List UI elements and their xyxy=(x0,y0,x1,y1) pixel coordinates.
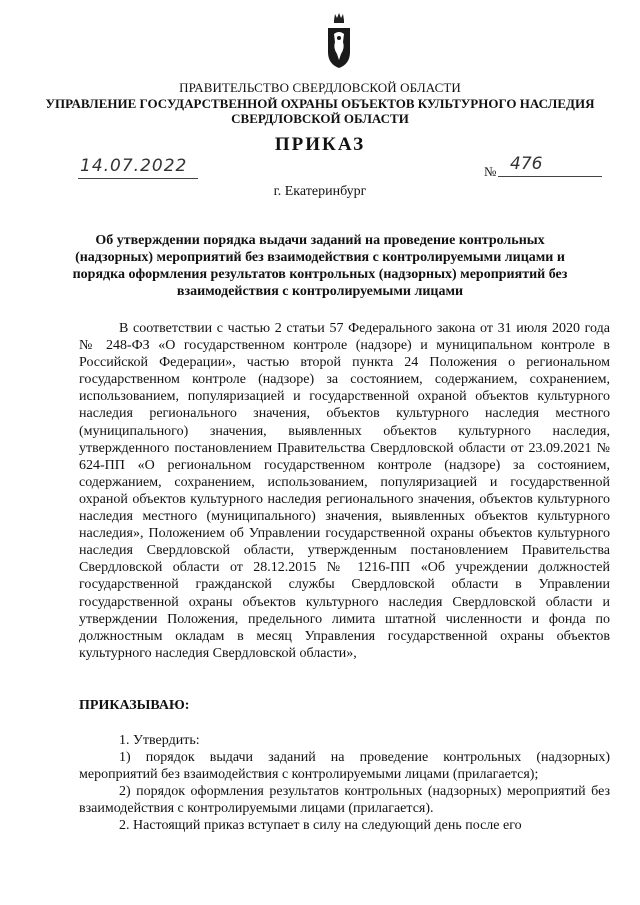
preamble-paragraph: В соответствии с частью 2 статьи 57 Федерального закона от 31 июля 2020 года № 248-ФЗ «О государственном контроле (надзоре) и муниципальном контроле в Российской Федерации», частью второй пункта 24 Положения о региональном государственном контроле (надзоре) за состоянием, содержанием, сохранением, использованием, популяризацией и государственной охраной объектов культурного наследия регионального значения, объектов культурного наследия местного (муниципального) значения, выявленных объектов культурного наследия, утвержденного постановлением Правительства Свердловской области от 23.09.2021 № 624-ПП «О региональном государственном контроле (надзоре) за состоянием, содержанием, сохранением, использованием, популяризацией и государственной охраной объектов культурного наследия регионального значения, объектов культурного наследия местного (муниципального) значения, выявленных объектов культурного наследия», Положением об Управлении государственной охраны объектов культурного наследия Свердловской области, утвержденным постановлением Правительства Свердловской области от 28.12.2015 № 1216-ПП «Об учреждении должностей государственной гражданской службы Свердловской области в Управлении государственной охраны объектов культурного наследия Свердловской области и утверждении Положения, предельного лимита штатной численности и фонда по должностным окладам в месяц Управления государственной охраны объектов культурного наследия Свердловской области», xyxy=(79,321,610,661)
list-item: 1. Утвердить: xyxy=(119,733,200,748)
list-item: 2) порядок оформления результатов контрольных (надзорных) мероприятий без взаимодействия с контролируемыми лицами (прилагается). xyxy=(79,784,610,817)
department-line-2: СВЕРДЛОВСКОЙ ОБЛАСТИ xyxy=(231,111,409,126)
list-item: 2. Настоящий приказ вступает в силу на следующий день после его xyxy=(119,818,522,834)
government-name: ПРАВИТЕЛЬСТВО СВЕРДЛОВСКОЙ ОБЛАСТИ xyxy=(179,80,461,95)
order-heading: ПРИКАЗЫВАЮ: xyxy=(79,698,190,713)
handwritten-number: 476 xyxy=(510,154,543,174)
department-name xyxy=(0,96,640,126)
coat-of-arms-icon xyxy=(326,12,352,70)
document-subject: Об утверждении порядка выдачи заданий на проведение контрольных (надзорных) мероприятий без взаимодействия с контролируемыми лицами и порядка оформления результатов контрольных (надзорных) мероприятий без взаимодействия с контролируемыми лицами xyxy=(72,233,568,299)
handwritten-date: 14.07.2022 xyxy=(80,156,188,176)
department-line-1: УПРАВЛЕНИЕ ГОСУДАРСТВЕННОЙ ОХРАНЫ ОБЪЕКТОВ КУЛЬТУРНОГО НАСЛЕДИЯ xyxy=(45,96,595,111)
order-items xyxy=(79,732,610,835)
number-sign: № xyxy=(484,164,497,179)
document-type-title: ПРИКАЗ xyxy=(274,134,366,155)
city-name: г. Екатеринбург xyxy=(273,184,367,199)
list-item: 1) порядок выдачи заданий на проведение контрольных (надзорных) мероприятий без взаимодействия с контролируемыми лицами (прилагается); xyxy=(79,750,610,783)
